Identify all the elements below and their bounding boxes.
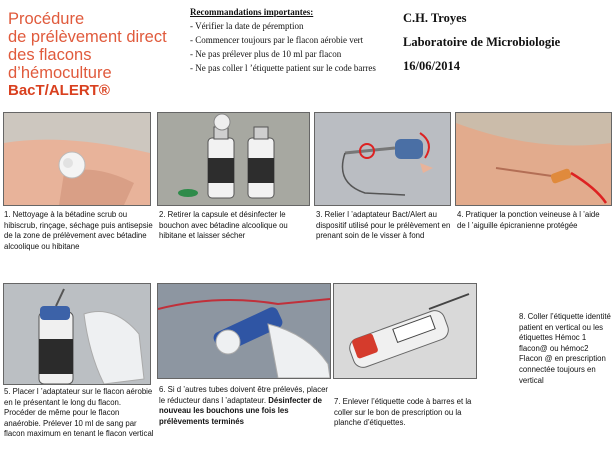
step-1-image	[3, 112, 151, 206]
lab-header	[403, 6, 603, 78]
lab-name: Laboratoire de Microbiologie	[403, 35, 561, 49]
recommendation-item: - Vérifier la date de péremption	[190, 19, 400, 33]
step-3-caption: 3. Relier l ’adaptateur Bact/Alert au dispositif utilisé pour le prélèvement en prenant soin de le visser à fond	[316, 210, 451, 241]
step-4-caption: 4. Pratiquer la ponction veineuse à l ’aide de l ’aiguille épicranienne protégée	[457, 210, 600, 230]
step-1-caption: 1. Nettoyage à la bétadine scrub ou hibiscrub, rinçage, séchage puis antisepsie de la zone de prélèvement avec bétadine alcoolique ou hibitane	[4, 210, 153, 251]
step-7-caption: 7. Enlever l’étiquette code à barres et la coller sur le bon de prescription ou la planche d’étiquettes.	[334, 397, 472, 428]
procedure-title	[8, 10, 198, 100]
step-6-caption	[159, 385, 331, 427]
venipuncture-illustration	[456, 113, 611, 205]
reducer-adapter-illustration	[158, 284, 330, 378]
step-2-image	[157, 112, 310, 206]
title-line-1: Procédure	[8, 10, 85, 28]
step-8-caption: 8. Coller l’étiquette identité patient en vertical ou les étiquettes Hémoc 1 flacon@ ou hémoc2 Flacon @ en prescription connectée toujours en vertical	[519, 312, 611, 385]
recommendations	[190, 5, 400, 75]
barcode-peel-illustration	[334, 284, 476, 378]
recommendation-item: - Commencer toujours par le flacon aérobie vert	[190, 33, 400, 47]
recommendation-item: - Ne pas coller l ’étiquette patient sur le code barres	[190, 61, 400, 75]
step-5-image	[3, 283, 151, 385]
step-2-caption: 2. Retirer la capsule et désinfecter le bouchon avec bétadine alcoolique ou hibitane et laisser sécher	[159, 210, 288, 241]
bottle-fill-illustration	[4, 284, 150, 384]
adapter-connect-illustration	[315, 113, 450, 205]
step-6-image	[157, 283, 331, 379]
document-date: 16/06/2014	[403, 59, 460, 73]
step-5-caption: 5. Placer l ’adaptateur sur le flacon aérobie en le présentant le long du flacon. Procéder de même pour le flacon anaérobie. Prélever 10 ml de sang par flacon maximum en tenant le flacon vertical	[4, 387, 154, 439]
recommendation-item: - Ne pas prélever plus de 10 ml par flacon	[190, 47, 400, 61]
arm-swab-illustration	[4, 113, 150, 205]
hospital-name: C.H. Troyes	[403, 11, 467, 25]
step-3-image	[314, 112, 451, 206]
step-6-bold-text: Désinfecter de nouveau les bouchons une fois les prélèvements terminés	[159, 395, 322, 426]
step-6-text: 6. Si d ’autres tubes doivent être prélevés, placer le réducteur dans l ’adaptateur.	[159, 385, 329, 405]
step-7-image	[333, 283, 477, 379]
title-line-2: de prélèvement direct	[8, 28, 167, 46]
recommendations-list	[190, 19, 400, 75]
brand-logo-text: BacT/ALERT®	[8, 82, 110, 99]
bottles-illustration	[158, 113, 309, 205]
title-line-3: des flacons d’hémoculture	[8, 46, 112, 82]
recommendations-heading: Recommandations importantes:	[190, 7, 314, 17]
step-4-image	[455, 112, 612, 206]
